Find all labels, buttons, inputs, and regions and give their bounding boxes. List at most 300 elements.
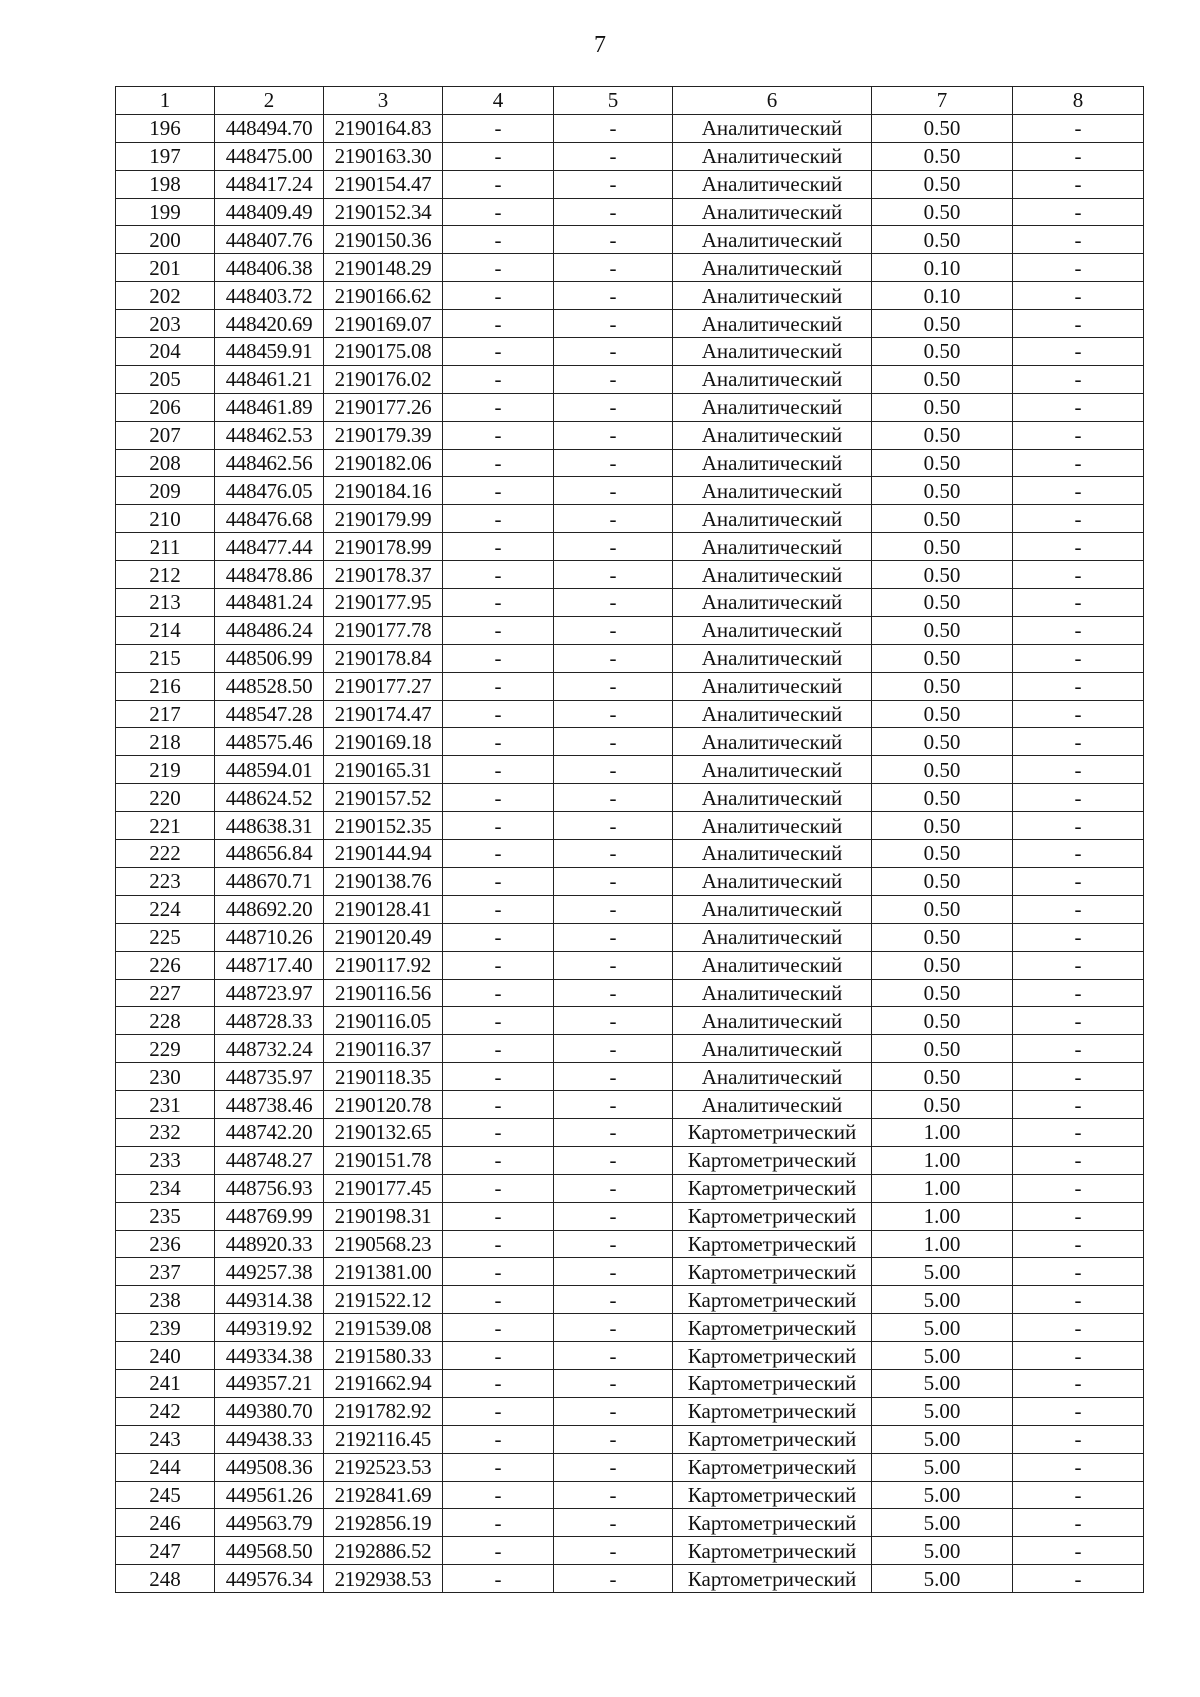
table-cell-col-3: 2190179.39 [324, 421, 443, 449]
table-cell-col-2: 448459.91 [215, 338, 324, 366]
table-cell-col-2: 448462.53 [215, 421, 324, 449]
table-cell-col-7: 5.00 [872, 1369, 1013, 1397]
table-cell-col-4: - [443, 477, 554, 505]
table-row [116, 254, 1144, 282]
table-cell-col-7: 0.50 [872, 867, 1013, 895]
table-cell-col-6: Аналитический [673, 338, 872, 366]
table-cell-col-2: 449319.92 [215, 1314, 324, 1342]
table-cell-col-5: - [554, 1342, 673, 1370]
table-cell-col-6: Картометрический [673, 1537, 872, 1565]
table-cell-col-3: 2190163.30 [324, 142, 443, 170]
table-cell-col-2: 449576.34 [215, 1565, 324, 1593]
table-cell-col-8: - [1013, 728, 1144, 756]
table-cell-col-3: 2191381.00 [324, 1258, 443, 1286]
table-cell-col-4: - [443, 1397, 554, 1425]
table-cell-col-5: - [554, 644, 673, 672]
table-cell-col-2: 449357.21 [215, 1369, 324, 1397]
table-cell-col-2: 448476.68 [215, 505, 324, 533]
table-cell-col-3: 2190177.45 [324, 1174, 443, 1202]
table-row [116, 1369, 1144, 1397]
table-cell-col-4: - [443, 226, 554, 254]
table-cell-col-4: - [443, 1342, 554, 1370]
table-cell-col-8: - [1013, 923, 1144, 951]
table-cell-col-4: - [443, 616, 554, 644]
table-cell-col-7: 0.50 [872, 561, 1013, 589]
table-cell-col-5: - [554, 840, 673, 868]
table-cell-col-5: - [554, 812, 673, 840]
table-cell-col-8: - [1013, 421, 1144, 449]
table-cell-col-7: 5.00 [872, 1342, 1013, 1370]
table-cell-col-7: 0.50 [872, 198, 1013, 226]
table-cell-col-1: 199 [116, 198, 215, 226]
table-cell-col-8: - [1013, 533, 1144, 561]
table-cell-col-5: - [554, 1202, 673, 1230]
table-cell-col-6: Аналитический [673, 254, 872, 282]
table-cell-col-2: 448461.89 [215, 393, 324, 421]
table-row [116, 561, 1144, 589]
table-cell-col-5: - [554, 1118, 673, 1146]
table-cell-col-5: - [554, 198, 673, 226]
table-cell-col-4: - [443, 421, 554, 449]
table-cell-col-8: - [1013, 895, 1144, 923]
column-header-2: 2 [215, 87, 324, 115]
table-cell-col-5: - [554, 1509, 673, 1537]
table-body [116, 114, 1144, 1592]
table-cell-col-5: - [554, 170, 673, 198]
table-cell-col-8: - [1013, 226, 1144, 254]
table-cell-col-8: - [1013, 1369, 1144, 1397]
table-cell-col-5: - [554, 1453, 673, 1481]
table-cell-col-7: 1.00 [872, 1202, 1013, 1230]
table-cell-col-8: - [1013, 365, 1144, 393]
table-cell-col-7: 5.00 [872, 1314, 1013, 1342]
table-cell-col-1: 236 [116, 1230, 215, 1258]
table-cell-col-2: 448769.99 [215, 1202, 324, 1230]
table-cell-col-1: 218 [116, 728, 215, 756]
table-cell-col-8: - [1013, 840, 1144, 868]
table-cell-col-5: - [554, 1035, 673, 1063]
table-row [116, 1063, 1144, 1091]
table-cell-col-4: - [443, 951, 554, 979]
table-cell-col-8: - [1013, 951, 1144, 979]
table-cell-col-6: Картометрический [673, 1118, 872, 1146]
table-row [116, 867, 1144, 895]
table-cell-col-2: 448462.56 [215, 449, 324, 477]
table-cell-col-3: 2190169.07 [324, 310, 443, 338]
table-cell-col-2: 448742.20 [215, 1118, 324, 1146]
column-header-1: 1 [116, 87, 215, 115]
table-cell-col-3: 2190138.76 [324, 867, 443, 895]
table-row [116, 840, 1144, 868]
table-cell-col-2: 448486.24 [215, 616, 324, 644]
table-cell-col-7: 0.50 [872, 616, 1013, 644]
table-cell-col-7: 5.00 [872, 1258, 1013, 1286]
table-cell-col-2: 448920.33 [215, 1230, 324, 1258]
table-cell-col-2: 449314.38 [215, 1286, 324, 1314]
table-cell-col-5: - [554, 923, 673, 951]
table-row [116, 533, 1144, 561]
table-cell-col-8: - [1013, 142, 1144, 170]
table-row [116, 644, 1144, 672]
table-cell-col-7: 0.50 [872, 1007, 1013, 1035]
table-cell-col-2: 448494.70 [215, 114, 324, 142]
table-cell-col-6: Аналитический [673, 784, 872, 812]
table-row [116, 951, 1144, 979]
table-row [116, 1397, 1144, 1425]
table-cell-col-2: 448717.40 [215, 951, 324, 979]
table-row [116, 979, 1144, 1007]
table-cell-col-6: Картометрический [673, 1286, 872, 1314]
table-cell-col-2: 448692.20 [215, 895, 324, 923]
table-cell-col-7: 0.50 [872, 728, 1013, 756]
table-cell-col-5: - [554, 561, 673, 589]
table-cell-col-8: - [1013, 812, 1144, 840]
table-cell-col-7: 0.50 [872, 840, 1013, 868]
table-cell-col-5: - [554, 1369, 673, 1397]
table-cell-col-5: - [554, 477, 673, 505]
table-cell-col-6: Аналитический [673, 644, 872, 672]
table-cell-col-7: 0.50 [872, 784, 1013, 812]
table-cell-col-2: 448728.33 [215, 1007, 324, 1035]
table-cell-col-3: 2190178.99 [324, 533, 443, 561]
table-cell-col-7: 1.00 [872, 1174, 1013, 1202]
table-cell-col-6: Картометрический [673, 1146, 872, 1174]
table-cell-col-6: Аналитический [673, 1035, 872, 1063]
table-cell-col-5: - [554, 784, 673, 812]
table-row [116, 114, 1144, 142]
table-cell-col-1: 220 [116, 784, 215, 812]
table-row [116, 700, 1144, 728]
table-cell-col-6: Картометрический [673, 1174, 872, 1202]
table-cell-col-4: - [443, 728, 554, 756]
table-cell-col-4: - [443, 756, 554, 784]
table-cell-col-6: Аналитический [673, 812, 872, 840]
table-cell-col-5: - [554, 700, 673, 728]
table-cell-col-1: 202 [116, 282, 215, 310]
table-cell-col-4: - [443, 1286, 554, 1314]
column-header-8: 8 [1013, 87, 1144, 115]
table-cell-col-4: - [443, 170, 554, 198]
table-cell-col-2: 448638.31 [215, 812, 324, 840]
table-cell-col-5: - [554, 1425, 673, 1453]
table-cell-col-6: Картометрический [673, 1258, 872, 1286]
table-cell-col-3: 2190178.37 [324, 561, 443, 589]
table-cell-col-1: 210 [116, 505, 215, 533]
table-cell-col-6: Картометрический [673, 1342, 872, 1370]
table-cell-col-7: 0.50 [872, 589, 1013, 617]
table-row [116, 1286, 1144, 1314]
table-cell-col-1: 219 [116, 756, 215, 784]
table-cell-col-3: 2190144.94 [324, 840, 443, 868]
table-cell-col-2: 448461.21 [215, 365, 324, 393]
table-header-row [116, 87, 1144, 115]
table-cell-col-1: 230 [116, 1063, 215, 1091]
table-cell-col-2: 448732.24 [215, 1035, 324, 1063]
table-cell-col-3: 2190120.78 [324, 1091, 443, 1119]
table-cell-col-2: 448506.99 [215, 644, 324, 672]
table-cell-col-8: - [1013, 282, 1144, 310]
table-row [116, 338, 1144, 366]
table-cell-col-1: 214 [116, 616, 215, 644]
table-row [116, 1342, 1144, 1370]
table-cell-col-1: 245 [116, 1481, 215, 1509]
table-cell-col-5: - [554, 1481, 673, 1509]
table-cell-col-2: 449561.26 [215, 1481, 324, 1509]
table-cell-col-6: Аналитический [673, 1091, 872, 1119]
table-cell-col-2: 449334.38 [215, 1342, 324, 1370]
table-cell-col-6: Аналитический [673, 114, 872, 142]
table-cell-col-6: Аналитический [673, 589, 872, 617]
table-cell-col-8: - [1013, 1258, 1144, 1286]
table-cell-col-8: - [1013, 1202, 1144, 1230]
table-cell-col-1: 235 [116, 1202, 215, 1230]
table-cell-col-1: 232 [116, 1118, 215, 1146]
table-cell-col-5: - [554, 867, 673, 895]
table-cell-col-5: - [554, 1258, 673, 1286]
table-cell-col-6: Аналитический [673, 310, 872, 338]
table-cell-col-6: Картометрический [673, 1230, 872, 1258]
table-cell-col-4: - [443, 1565, 554, 1593]
table-cell-col-8: - [1013, 1342, 1144, 1370]
table-cell-col-7: 0.50 [872, 421, 1013, 449]
table-cell-col-5: - [554, 393, 673, 421]
table-cell-col-3: 2190117.92 [324, 951, 443, 979]
table-cell-col-5: - [554, 756, 673, 784]
table-cell-col-5: - [554, 533, 673, 561]
table-cell-col-6: Аналитический [673, 672, 872, 700]
table-cell-col-7: 0.50 [872, 756, 1013, 784]
table-cell-col-3: 2191539.08 [324, 1314, 443, 1342]
table-cell-col-8: - [1013, 979, 1144, 1007]
table-cell-col-6: Аналитический [673, 282, 872, 310]
table-row [116, 365, 1144, 393]
table-cell-col-1: 216 [116, 672, 215, 700]
table-cell-col-2: 448756.93 [215, 1174, 324, 1202]
table-cell-col-7: 0.50 [872, 338, 1013, 366]
table-cell-col-2: 448624.52 [215, 784, 324, 812]
table-cell-col-1: 207 [116, 421, 215, 449]
table-cell-col-4: - [443, 282, 554, 310]
table-cell-col-6: Аналитический [673, 700, 872, 728]
table-row [116, 784, 1144, 812]
table-cell-col-4: - [443, 867, 554, 895]
table-cell-col-7: 0.50 [872, 812, 1013, 840]
table-cell-col-4: - [443, 1063, 554, 1091]
table-cell-col-2: 448710.26 [215, 923, 324, 951]
table-cell-col-8: - [1013, 589, 1144, 617]
table-cell-col-4: - [443, 979, 554, 1007]
table-row [116, 1481, 1144, 1509]
table-cell-col-1: 234 [116, 1174, 215, 1202]
table-cell-col-1: 206 [116, 393, 215, 421]
table-cell-col-4: - [443, 142, 554, 170]
table-cell-col-6: Картометрический [673, 1202, 872, 1230]
table-cell-col-1: 208 [116, 449, 215, 477]
table-row [116, 393, 1144, 421]
table-cell-col-4: - [443, 895, 554, 923]
table-cell-col-5: - [554, 338, 673, 366]
table-cell-col-6: Аналитический [673, 533, 872, 561]
table-cell-col-3: 2190177.95 [324, 589, 443, 617]
table-cell-col-7: 0.50 [872, 477, 1013, 505]
table-cell-col-8: - [1013, 1537, 1144, 1565]
table-row [116, 477, 1144, 505]
table-cell-col-2: 448406.38 [215, 254, 324, 282]
table-cell-col-2: 448403.72 [215, 282, 324, 310]
table-cell-col-3: 2190568.23 [324, 1230, 443, 1258]
table-cell-col-4: - [443, 672, 554, 700]
table-cell-col-1: 239 [116, 1314, 215, 1342]
table-row [116, 672, 1144, 700]
table-cell-col-6: Аналитический [673, 365, 872, 393]
table-cell-col-1: 226 [116, 951, 215, 979]
table-cell-col-6: Аналитический [673, 1007, 872, 1035]
table-cell-col-1: 238 [116, 1286, 215, 1314]
table-cell-col-6: Аналитический [673, 1063, 872, 1091]
table-row [116, 170, 1144, 198]
table-cell-col-4: - [443, 1481, 554, 1509]
table-cell-col-2: 448409.49 [215, 198, 324, 226]
table-cell-col-7: 0.50 [872, 449, 1013, 477]
table-cell-col-7: 0.50 [872, 672, 1013, 700]
table-cell-col-1: 200 [116, 226, 215, 254]
table-cell-col-2: 448475.00 [215, 142, 324, 170]
column-header-3: 3 [324, 87, 443, 115]
table-cell-col-1: 221 [116, 812, 215, 840]
table-cell-col-6: Аналитический [673, 561, 872, 589]
table-cell-col-3: 2190116.05 [324, 1007, 443, 1035]
table-row [116, 226, 1144, 254]
table-cell-col-3: 2190184.16 [324, 477, 443, 505]
table-cell-col-3: 2190176.02 [324, 365, 443, 393]
table-cell-col-5: - [554, 1091, 673, 1119]
table-cell-col-5: - [554, 979, 673, 1007]
table-cell-col-2: 448547.28 [215, 700, 324, 728]
table-cell-col-4: - [443, 1509, 554, 1537]
table-cell-col-3: 2190177.78 [324, 616, 443, 644]
table-cell-col-2: 449257.38 [215, 1258, 324, 1286]
table-cell-col-2: 448477.44 [215, 533, 324, 561]
table-cell-col-1: 247 [116, 1537, 215, 1565]
table-cell-col-7: 0.50 [872, 142, 1013, 170]
table-cell-col-6: Картометрический [673, 1565, 872, 1593]
table-cell-col-1: 198 [116, 170, 215, 198]
table-cell-col-1: 197 [116, 142, 215, 170]
table-cell-col-6: Аналитический [673, 393, 872, 421]
table-cell-col-6: Картометрический [673, 1453, 872, 1481]
table-cell-col-5: - [554, 421, 673, 449]
table-cell-col-7: 5.00 [872, 1537, 1013, 1565]
table-cell-col-6: Картометрический [673, 1397, 872, 1425]
table-row [116, 895, 1144, 923]
table-cell-col-1: 203 [116, 310, 215, 338]
table-cell-col-4: - [443, 784, 554, 812]
table-cell-col-4: - [443, 1314, 554, 1342]
table-cell-col-1: 243 [116, 1425, 215, 1453]
table-cell-col-6: Аналитический [673, 616, 872, 644]
table-cell-col-3: 2191522.12 [324, 1286, 443, 1314]
table-cell-col-4: - [443, 1258, 554, 1286]
table-cell-col-3: 2190116.56 [324, 979, 443, 1007]
table-cell-col-4: - [443, 812, 554, 840]
table-cell-col-7: 0.50 [872, 114, 1013, 142]
table-cell-col-8: - [1013, 505, 1144, 533]
table-cell-col-8: - [1013, 756, 1144, 784]
table-cell-col-1: 201 [116, 254, 215, 282]
table-cell-col-5: - [554, 1146, 673, 1174]
table-cell-col-8: - [1013, 1397, 1144, 1425]
table-cell-col-2: 449380.70 [215, 1397, 324, 1425]
table-cell-col-6: Картометрический [673, 1481, 872, 1509]
table-cell-col-8: - [1013, 449, 1144, 477]
table-cell-col-2: 448420.69 [215, 310, 324, 338]
table-cell-col-5: - [554, 589, 673, 617]
table-cell-col-1: 233 [116, 1146, 215, 1174]
table-cell-col-3: 2190120.49 [324, 923, 443, 951]
table-cell-col-4: - [443, 310, 554, 338]
table-cell-col-4: - [443, 1146, 554, 1174]
table-cell-col-8: - [1013, 867, 1144, 895]
table-cell-col-8: - [1013, 114, 1144, 142]
table-cell-col-5: - [554, 1007, 673, 1035]
table-cell-col-1: 196 [116, 114, 215, 142]
table-cell-col-6: Аналитический [673, 923, 872, 951]
table-row [116, 1453, 1144, 1481]
table-cell-col-7: 0.10 [872, 254, 1013, 282]
table-cell-col-4: - [443, 1091, 554, 1119]
table-cell-col-7: 1.00 [872, 1118, 1013, 1146]
table-cell-col-7: 0.50 [872, 895, 1013, 923]
table-cell-col-1: 211 [116, 533, 215, 561]
table-cell-col-6: Аналитический [673, 505, 872, 533]
table-cell-col-1: 229 [116, 1035, 215, 1063]
table-cell-col-3: 2191580.33 [324, 1342, 443, 1370]
table-cell-col-5: - [554, 365, 673, 393]
table-cell-col-8: - [1013, 1314, 1144, 1342]
table-row [116, 449, 1144, 477]
table-row [116, 728, 1144, 756]
table-cell-col-5: - [554, 616, 673, 644]
table-cell-col-3: 2190150.36 [324, 226, 443, 254]
table-cell-col-1: 225 [116, 923, 215, 951]
table-cell-col-2: 449563.79 [215, 1509, 324, 1537]
coordinates-table [115, 86, 1144, 1593]
table-cell-col-5: - [554, 728, 673, 756]
table-cell-col-8: - [1013, 477, 1144, 505]
table-cell-col-2: 448735.97 [215, 1063, 324, 1091]
table-row [116, 310, 1144, 338]
table-row [116, 1118, 1144, 1146]
table-cell-col-2: 449568.50 [215, 1537, 324, 1565]
table-cell-col-8: - [1013, 1286, 1144, 1314]
table-cell-col-3: 2190179.99 [324, 505, 443, 533]
table-cell-col-1: 204 [116, 338, 215, 366]
table-cell-col-6: Картометрический [673, 1425, 872, 1453]
table-cell-col-7: 5.00 [872, 1286, 1013, 1314]
table-cell-col-7: 0.50 [872, 393, 1013, 421]
table-cell-col-8: - [1013, 561, 1144, 589]
table-cell-col-8: - [1013, 1091, 1144, 1119]
table-cell-col-5: - [554, 1230, 673, 1258]
table-cell-col-3: 2192841.69 [324, 1481, 443, 1509]
table-cell-col-4: - [443, 338, 554, 366]
table-cell-col-5: - [554, 254, 673, 282]
table-cell-col-8: - [1013, 672, 1144, 700]
table-cell-col-1: 246 [116, 1509, 215, 1537]
table-cell-col-5: - [554, 142, 673, 170]
table-cell-col-4: - [443, 589, 554, 617]
table-cell-col-1: 205 [116, 365, 215, 393]
